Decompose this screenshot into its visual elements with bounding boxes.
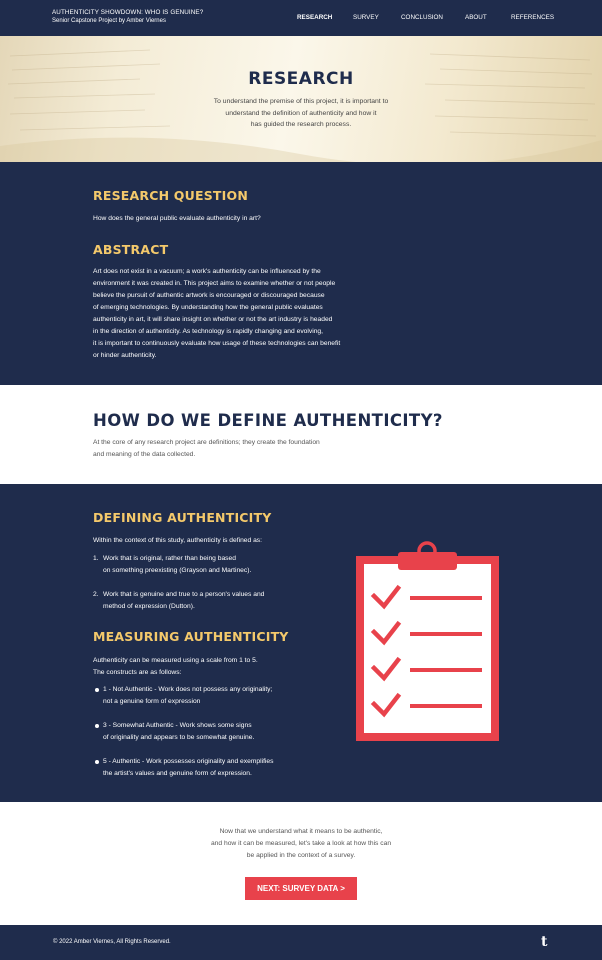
- bullet-icon: [95, 760, 99, 764]
- site-title[interactable]: AUTHENTICITY SHOWDOWN: WHO IS GENUINE?: [52, 9, 204, 16]
- measuring-authenticity-heading: MEASURING AUTHENTICITY: [93, 629, 289, 644]
- clipboard-checklist-icon: [350, 540, 510, 745]
- hero-description: To understand the premise of this project, it is important to understand the definition of authenticity and how it has guided the research process.: [213, 98, 389, 129]
- defining-intro: Within the context of this study, authenticity is defined as:: [93, 537, 263, 544]
- page-title: RESEARCH: [248, 69, 354, 89]
- measuring-intro: Authenticity can be measured using a scale from 1 to 5. The constructs are as follows:: [93, 657, 258, 676]
- abstract-heading: ABSTRACT: [93, 242, 169, 257]
- nav-survey[interactable]: SURVEY: [353, 14, 379, 21]
- nav-research[interactable]: RESEARCH: [297, 14, 333, 21]
- research-question-text: How does the general public evaluate authenticity in art?: [93, 215, 261, 222]
- define-heading: HOW DO WE DEFINE AUTHENTICITY?: [93, 411, 443, 430]
- authenticity-section: [0, 484, 602, 802]
- copyright-text: © 2022 Amber Viernes, All Rights Reserved.: [53, 939, 171, 945]
- abstract-text: Art does not exist in a vacuum; a work's authenticity can be influenced by the environment it was created in. This project aims to examine whether or not people believe the pursuit of authentic artwork is encouraged or discouraged because of emerging technologies. By understanding how the general public evaluates authenticity in art, it will share insight on whether or not the art industry is headed in the direction of authenticity. As technology is rapidly changing and evolving, it is important to continuously evaluate how usage of these technologies can benefit or hinder authenticity.: [93, 268, 341, 359]
- define-description: At the core of any research project are definitions; they create the foundation and meaning of the data collected.: [93, 439, 320, 458]
- tumblr-icon[interactable]: t: [541, 934, 548, 950]
- top-navbar: [0, 0, 602, 36]
- nav-references[interactable]: REFERENCES: [511, 14, 555, 21]
- research-question-heading: RESEARCH QUESTION: [93, 188, 248, 203]
- next-survey-button[interactable]: NEXT: SURVEY DATA >: [245, 877, 357, 900]
- nav-about[interactable]: ABOUT: [465, 14, 487, 21]
- closing-text: Now that we understand what it means to be authentic, and how it can be measured, let's take a look at how this can be applied in the context of a survey.: [210, 828, 392, 859]
- site-subtitle: Senior Capstone Project by Amber Viernes: [52, 18, 166, 24]
- nav-conclusion[interactable]: CONCLUSION: [401, 14, 443, 21]
- defining-authenticity-heading: DEFINING AUTHENTICITY: [93, 510, 272, 525]
- hero-banner: [0, 36, 602, 162]
- footer: [0, 925, 602, 960]
- bullet-icon: [95, 724, 99, 728]
- bullet-icon: [95, 688, 99, 692]
